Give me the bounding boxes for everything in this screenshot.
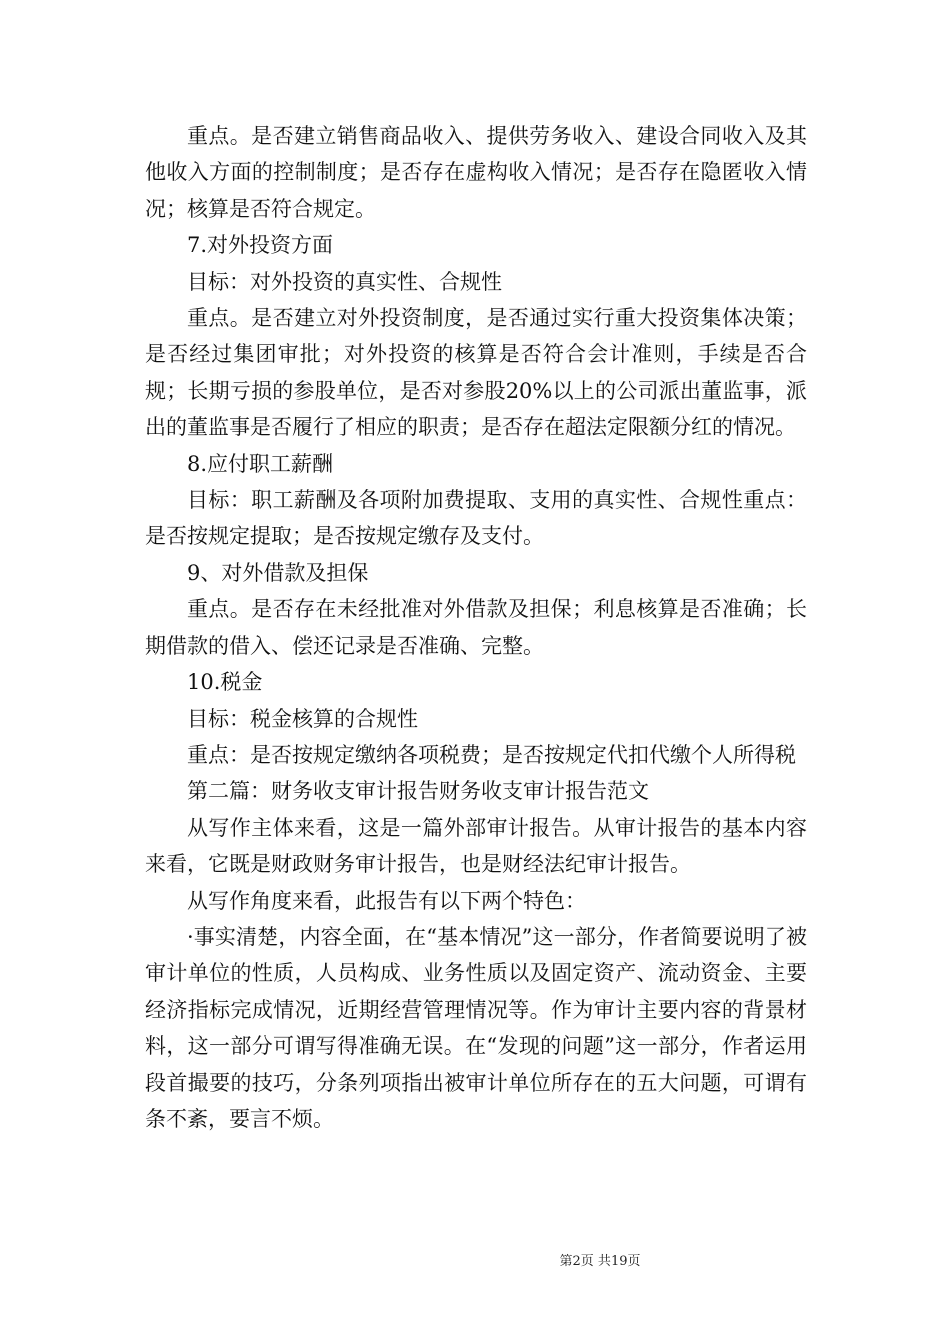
- section-heading: 9、对外借款及担保: [187, 560, 369, 585]
- page-number-footer: [0, 1250, 950, 1269]
- paragraph: ·事实清楚，内容全面，在“基本情况”这一部分，作者简要说明了被审计单位的性质，人员构成、业务性质以及固定资产、流动资金、主要经济指标完成情况，近期经营管理情况等。作为审计主要内容的背景材料，这一部分可谓写得准确无误。在“发现的问题”这一部分，作者运用段首撮要的技巧，分条列项指出被审计单位所存在的五大问题，可谓有条不紊，要言不烦。: [145, 924, 807, 1131]
- paragraph: 从写作主体来看，这是一篇外部审计报告。从审计报告的基本内容来看，它既是财政财务审计报告，也是财经法纪审计报告。: [145, 815, 807, 877]
- footer-prefix: 第: [559, 1254, 573, 1269]
- paragraph: 重点。是否存在未经批准对外借款及担保；利息核算是否准确；长期借款的借入、偿还记录是否准确、完整。: [145, 597, 807, 658]
- paragraph: 重点。是否建立销售商品收入、提供劳务收入、建设合同收入及其他收入方面的控制制度；是否存在虚构收入情况；是否存在隐匿收入情况；核算是否符合规定。: [145, 124, 807, 221]
- paragraph: 目标：对外投资的真实性、合规性: [187, 269, 502, 294]
- footer-middle: 页 共: [580, 1254, 611, 1269]
- paragraph: 重点：是否按规定缴纳各项税费；是否按规定代扣代缴个人所得税: [187, 742, 796, 767]
- document-body: [145, 118, 807, 1137]
- paragraph: 重点。是否建立对外投资制度，是否通过实行重大投资集体决策；是否经过集团审批；对外投资的核算是否符合会计准则，手续是否合规；长期亏损的参股单位，是否对参股20%以上的公司派出董监事，派出的董监事是否履行了相应的职责；是否存在超法定限额分红的情况。: [145, 306, 807, 440]
- section-heading: 7.对外投资方面: [187, 233, 334, 258]
- paragraph: 目标：税金核算的合规性: [187, 706, 418, 731]
- section-heading: 10.税金: [187, 670, 263, 695]
- paragraph: 目标：职工薪酬及各项附加费提取、支用的真实性、合规性重点：是否按规定提取；是否按规定缴存及支付。: [145, 488, 807, 549]
- footer-suffix: 页: [627, 1254, 641, 1269]
- paragraph: 从写作角度来看，此报告有以下两个特色：: [187, 888, 586, 913]
- current-page-number: 2: [572, 1254, 581, 1269]
- total-page-count: 19: [610, 1254, 628, 1269]
- section-heading: 8.应付职工薪酬: [187, 451, 334, 476]
- section-heading: 第二篇：财务收支审计报告财务收支审计报告范文: [187, 779, 649, 804]
